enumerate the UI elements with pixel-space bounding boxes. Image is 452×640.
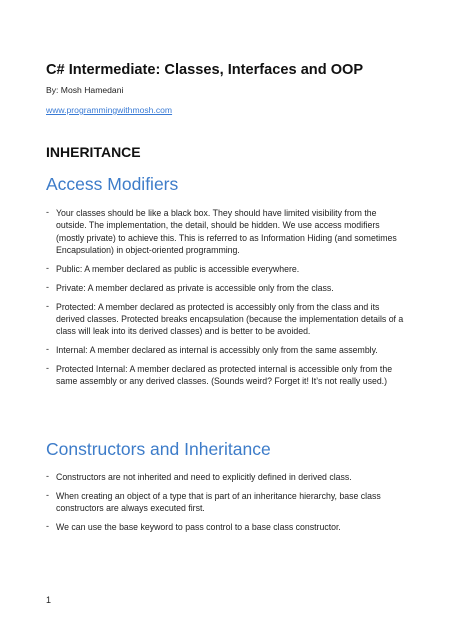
list-item-text: We can use the base keyword to pass control to a base class constructor. xyxy=(56,522,341,533)
heading-access-modifiers: Access Modifiers xyxy=(46,174,179,194)
list-item-text: Public: A member declared as public is accessible everywhere. xyxy=(56,263,300,274)
list-item xyxy=(46,282,408,294)
list-item xyxy=(46,490,408,515)
heading-constructors-inheritance: Constructors and Inheritance xyxy=(46,439,271,459)
list-item xyxy=(46,301,408,338)
bullet-dash: - xyxy=(46,362,49,373)
list-item xyxy=(46,263,408,275)
bullet-dash: - xyxy=(46,281,49,292)
list-item-text: Internal: A member declared as internal is accessibly only from the same assembly. xyxy=(56,345,378,356)
page-number: 1 xyxy=(46,595,52,605)
bullet-dash: - xyxy=(46,471,49,481)
website-link[interactable]: www.programmingwithmosh.com xyxy=(46,105,173,115)
list-item-text: Private: A member declared as private is accessible only from the class. xyxy=(56,282,334,293)
list-item-text: Protected Internal: A member declared as protected internal is accessible only from the same assembly or any derived classes. (Sounds weird? Forget it! It’s not really used.) xyxy=(56,363,393,387)
list-item-text: Your classes should be like a black box. They should have limited visibility from the outside. The implementation, the detail, should be hidden. We use access modifiers (mostly private) to achieve this. This is referred to as Information Hiding (and sometimes Encapsulation) in object-oriented programming. xyxy=(56,208,397,255)
bullet-dash: - xyxy=(46,521,49,532)
list-item xyxy=(46,471,408,483)
document-title: C# Intermediate: Classes, Interfaces and OOP xyxy=(46,62,364,78)
bullet-dash: - xyxy=(46,207,49,217)
list-item-text: Protected: A member declared as protected is accessibly only from the class and its derived classes. Protected breaks encapsulation (because the implementation details of a class will leak into its derived classes) and is better to be avoided. xyxy=(56,301,404,337)
list-item-text: When creating an object of a type that is part of an inheritance hierarchy, base class constructors are always executed first. xyxy=(56,490,381,514)
constructors-list xyxy=(46,471,408,540)
access-modifiers-list xyxy=(46,207,408,394)
list-item xyxy=(46,363,408,388)
list-item-text: Constructors are not inherited and need to explicitly defined in derived class. xyxy=(56,472,352,482)
bullet-dash: - xyxy=(46,344,49,355)
bullet-dash: - xyxy=(46,300,49,311)
bullet-dash: - xyxy=(46,489,49,500)
list-item xyxy=(46,207,408,256)
section-title-inheritance: INHERITANCE xyxy=(46,144,141,160)
author-line: By: Mosh Hamedani xyxy=(46,85,124,95)
list-item xyxy=(46,344,408,356)
list-item xyxy=(46,521,408,533)
bullet-dash: - xyxy=(46,262,49,273)
